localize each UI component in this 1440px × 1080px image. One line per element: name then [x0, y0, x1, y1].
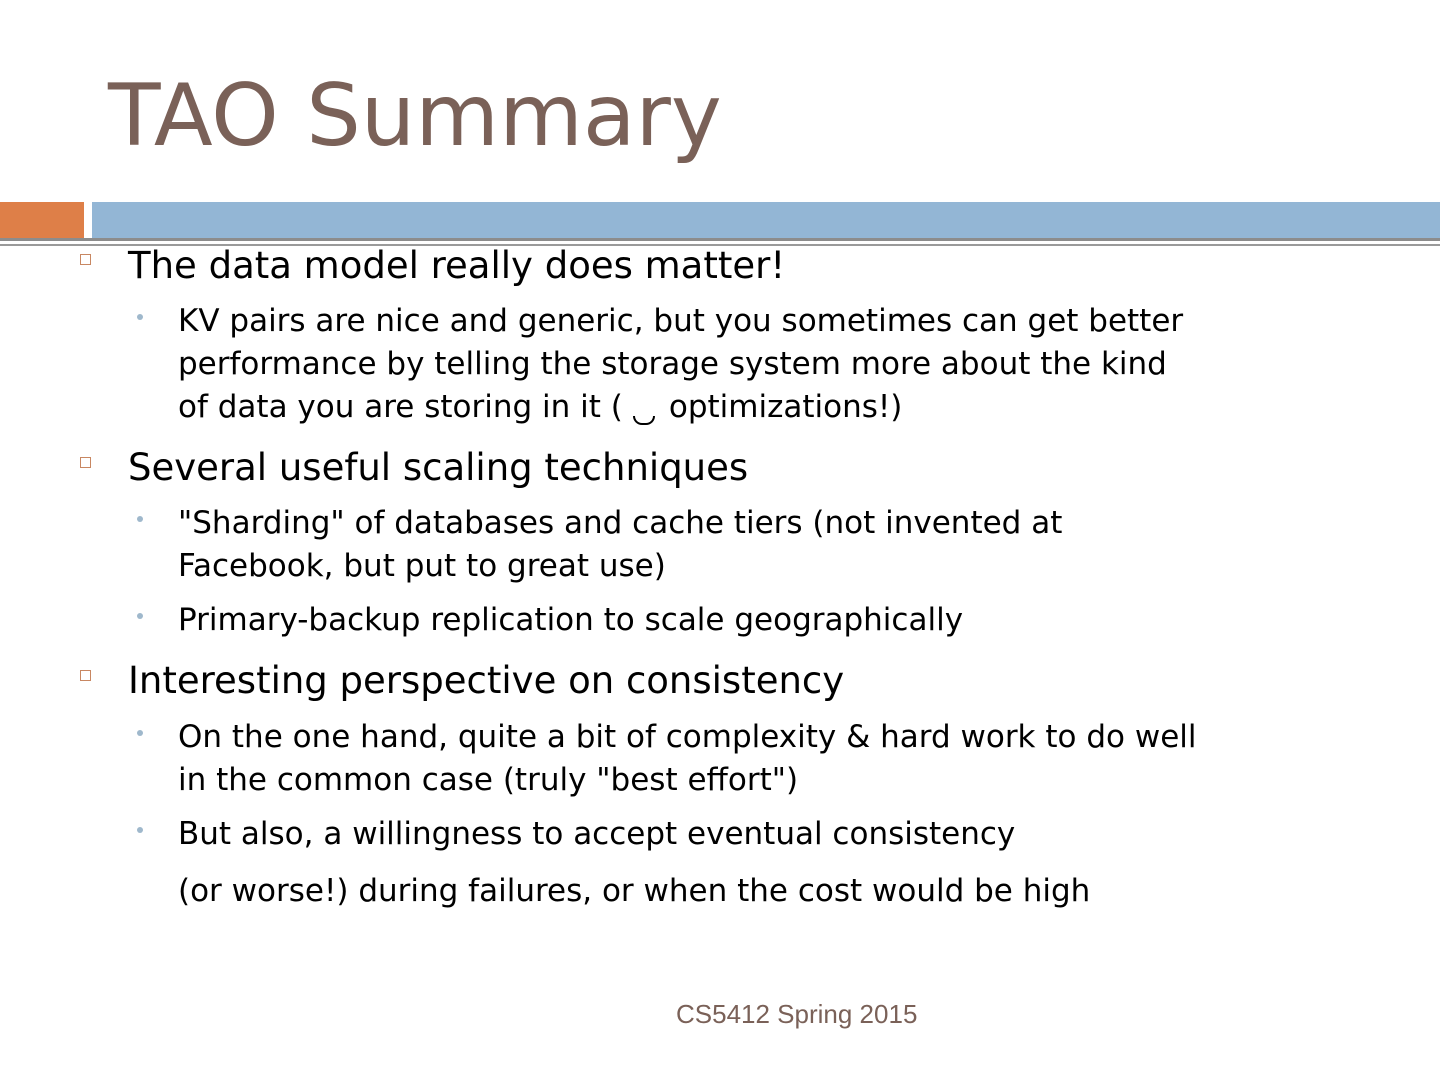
square-bullet-icon [80, 670, 91, 681]
text-line: On the one hand, quite a bit of complexity & hard work to do well [178, 719, 1197, 755]
sub-bullet-sharding [178, 502, 1062, 588]
text-line: Primary-backup replication to scale geographically [178, 602, 964, 638]
dot-bullet-icon [137, 613, 143, 619]
dot-bullet-icon [137, 314, 143, 320]
smiley-mouth-icon [633, 416, 655, 425]
square-bullet-icon [80, 457, 91, 468]
text-line: Facebook, but put to great use) [178, 548, 666, 584]
sub-bullet-complexity [178, 716, 1197, 802]
bullet-scaling-techniques: Several useful scaling techniques [128, 446, 749, 489]
title-divider-line [0, 238, 1440, 241]
slide-footer: CS5412 Spring 2015 [676, 999, 918, 1029]
square-bullet-icon [80, 254, 91, 265]
text-line: in the common case (truly "best effort") [178, 762, 799, 798]
text-fragment: of data you are storing in it ( [178, 389, 623, 425]
text-line [178, 386, 1183, 429]
dot-bullet-icon [137, 516, 143, 522]
dot-bullet-icon [137, 827, 143, 833]
sub-bullet-primary-backup [178, 599, 963, 642]
text-line: KV pairs are nice and generic, but you sometimes can get better [178, 303, 1184, 339]
accent-bar-orange [0, 202, 84, 238]
sub-bullet-kv-pairs [178, 300, 1183, 429]
text-line: (or worse!) during failures, or when the cost would be high [178, 873, 1091, 909]
bullet-consistency: Interesting perspective on consistency [128, 659, 845, 702]
bullet-data-model: The data model really does matter! [128, 244, 786, 287]
dot-bullet-icon [137, 730, 143, 736]
text-fragment: optimizations!) [668, 389, 903, 425]
text-line: "Sharding" of databases and cache tiers (not invented at [178, 505, 1063, 541]
slide-title: TAO Summary [108, 66, 722, 166]
text-line: But also, a willingness to accept eventual consistency [178, 816, 1016, 852]
accent-bar-blue [92, 202, 1440, 238]
sub-bullet-eventual-consistency [178, 813, 1090, 913]
text-line: performance by telling the storage system more about the kind [178, 346, 1167, 382]
